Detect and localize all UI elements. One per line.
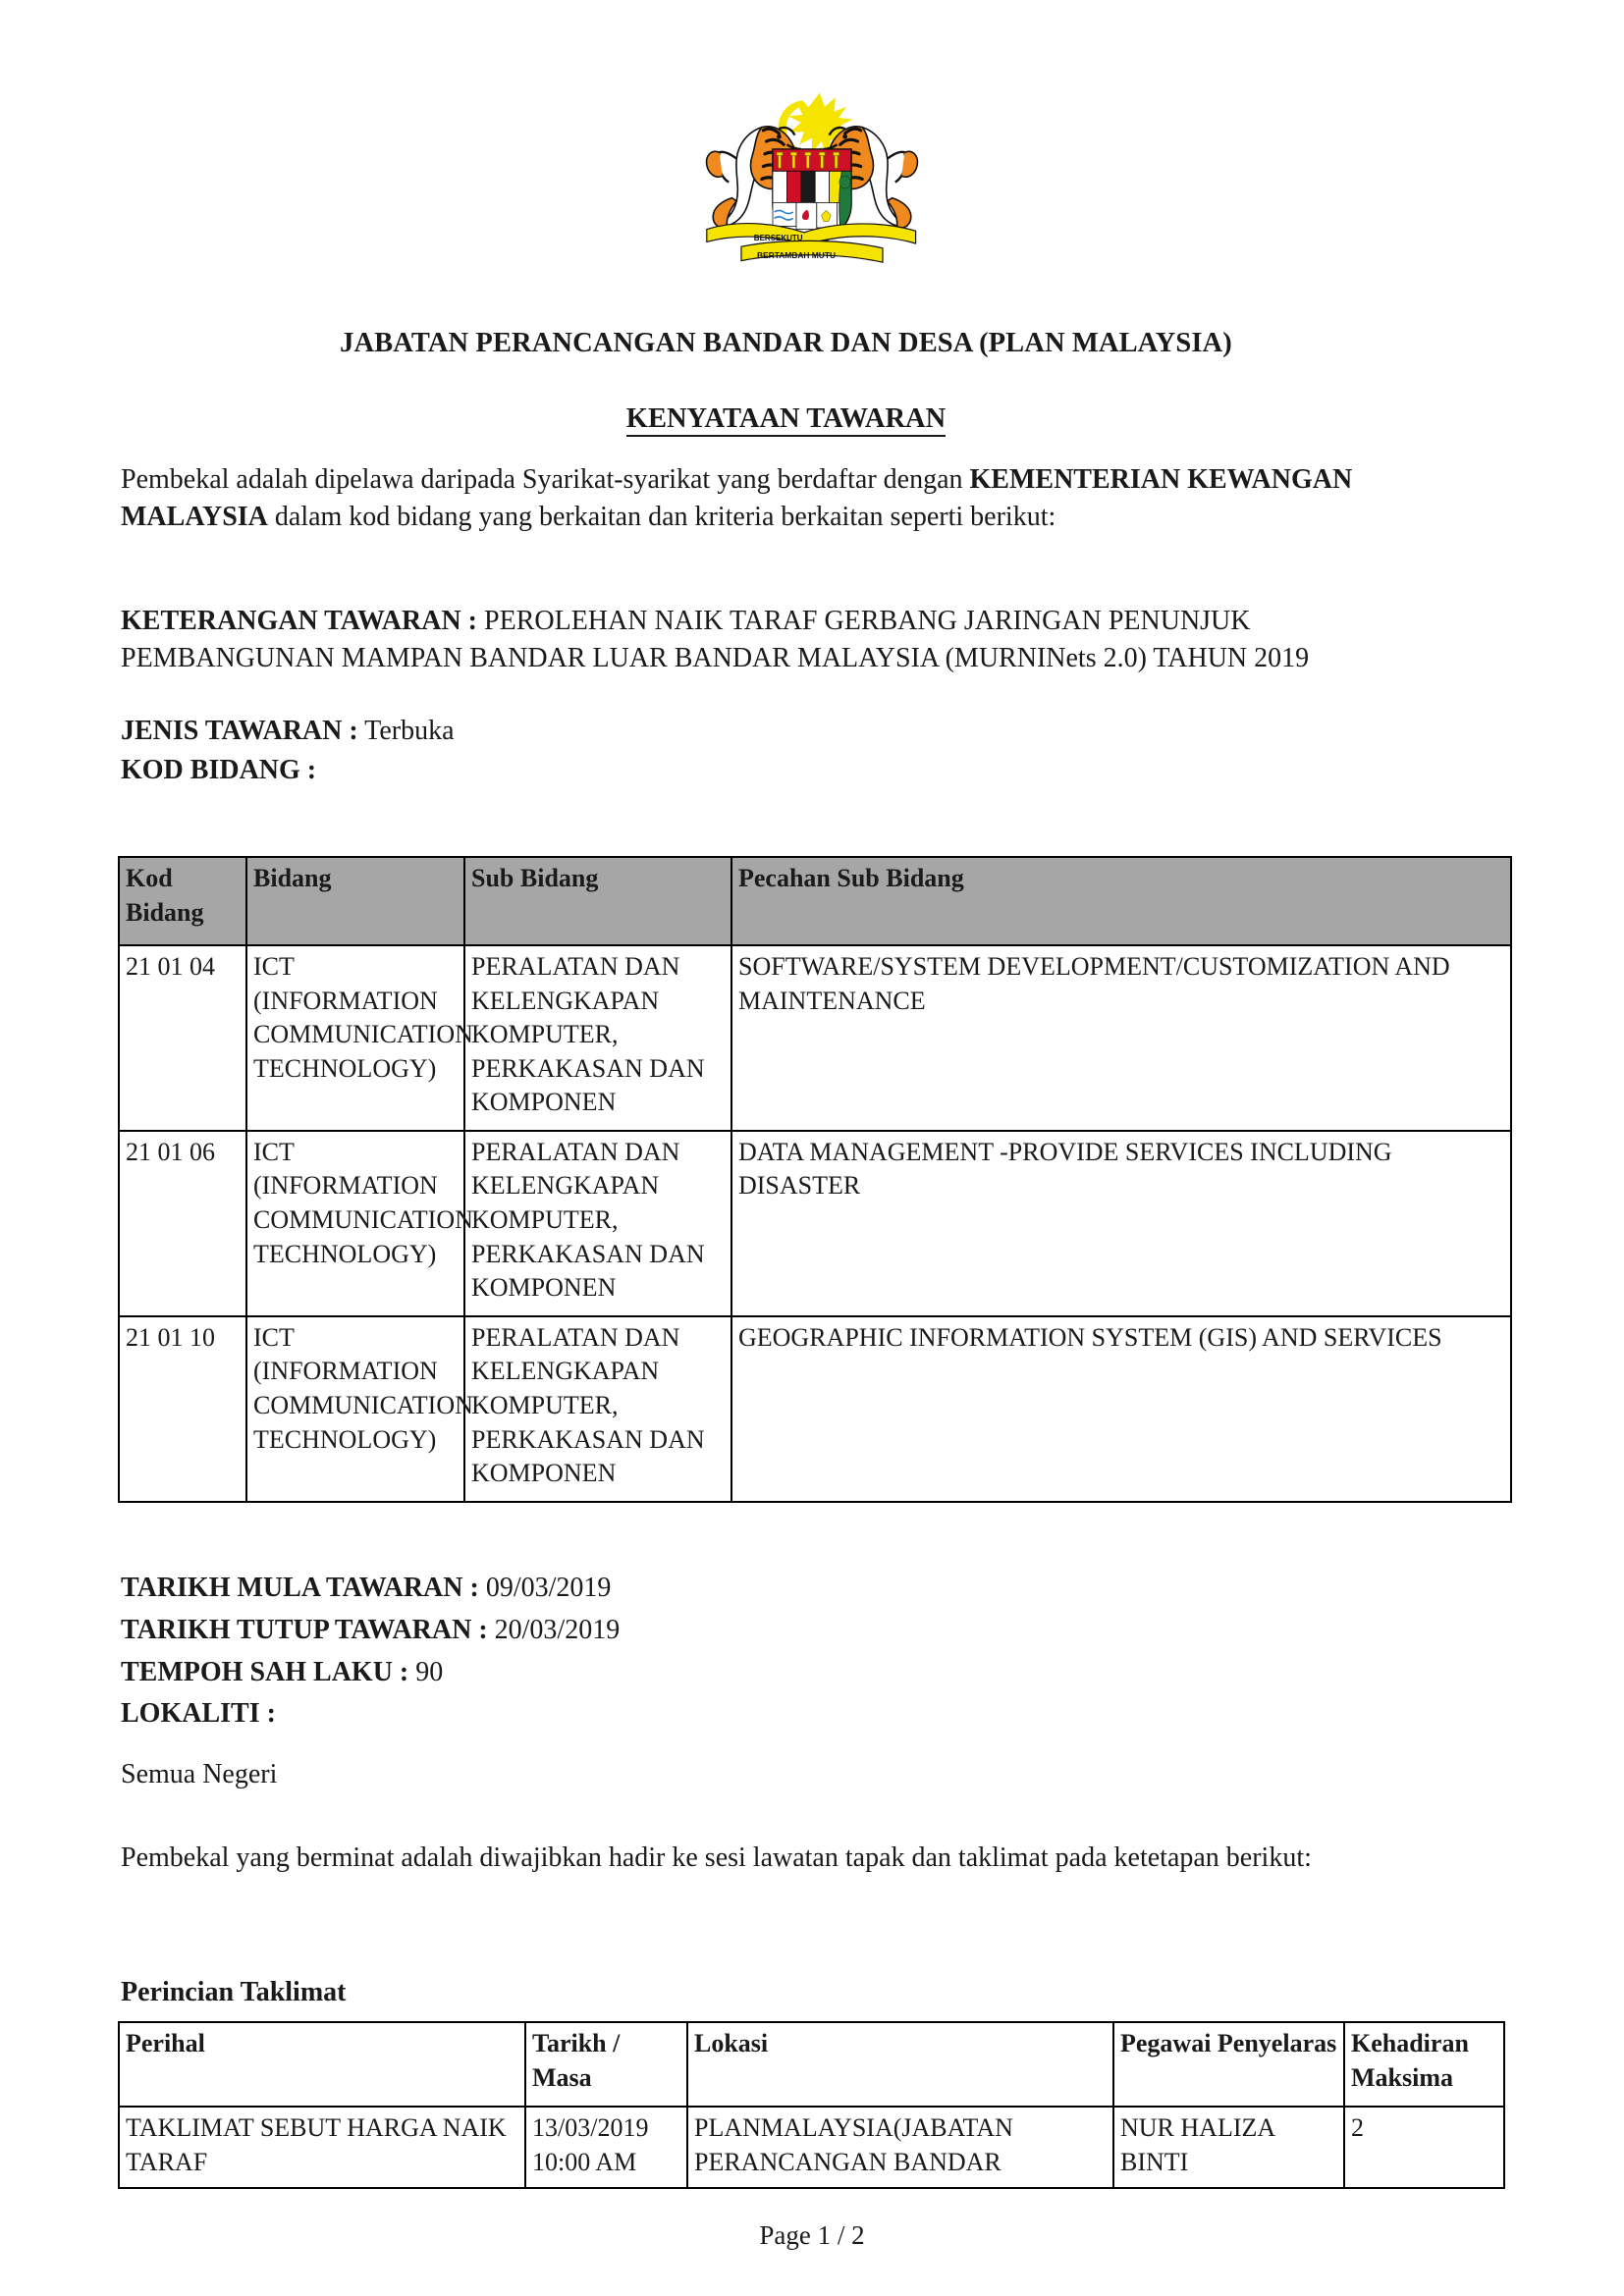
- cell-bidang: ICT (INFORMATION COMMUNICATION TECHNOLOGY): [246, 1131, 464, 1316]
- cell-kod: 21 01 04: [119, 945, 246, 1131]
- intro-paragraph: [121, 461, 1452, 537]
- tarikh-tutup-line: [121, 1610, 620, 1652]
- keterangan-value: PEROLEHAN NAIK TARAF GERBANG JARINGAN PENUNJUK PEMBANGUNAN MAMPAN BANDAR LUAR BANDAR MALAYSIA (MURNINets 2.0) TAHUN 2019: [121, 606, 1310, 674]
- cell-perihal: TAKLIMAT SEBUT HARGA NAIK TARAF: [119, 2107, 525, 2188]
- perincian-taklimat-table: [118, 2021, 1505, 2189]
- table-header-row: [119, 857, 1511, 945]
- keterangan-label: KETERANGAN TAWARAN :: [121, 606, 478, 636]
- cell-lokasi: PLANMALAYSIA(JABATAN PERANCANGAN BANDAR: [687, 2107, 1113, 2188]
- cell-pecahan: DATA MANAGEMENT -PROVIDE SERVICES INCLUDING DISASTER: [731, 1131, 1511, 1316]
- th-sub-bidang: Sub Bidang: [464, 857, 731, 945]
- jenis-tawaran-line: [121, 713, 455, 750]
- cell-pecahan: SOFTWARE/SYSTEM DEVELOPMENT/CUSTOMIZATION AND MAINTENANCE: [731, 945, 1511, 1131]
- lawatan-paragraph: Pembekal yang berminat adalah diwajibkan hadir ke sesi lawatan tapak dan taklimat pada ketetapan berikut:: [121, 1842, 1312, 1873]
- lokaliti-label: LOKALITI :: [121, 1698, 276, 1730]
- tempoh-sah-laku-line: [121, 1652, 620, 1694]
- tempoh-value: 90: [408, 1656, 444, 1687]
- svg-text:BERSEKUTU: BERSEKUTU: [753, 233, 803, 242]
- cell-kod: 21 01 06: [119, 1131, 246, 1316]
- th-tarikh-masa: Tarikh / Masa: [525, 2022, 687, 2107]
- page-title-text: KENYATAAN TAWARAN: [626, 403, 946, 437]
- intro-bold-1: KEMENTERIAN KEWANGAN MALAYSIA: [121, 464, 1353, 533]
- lokaliti-value: Semua Negeri: [121, 1759, 278, 1789]
- keterangan-block: [121, 603, 1456, 678]
- cell-bidang: ICT (INFORMATION COMMUNICATION TECHNOLOGY): [246, 945, 464, 1131]
- svg-text:BERTAMBAH MUTU: BERTAMBAH MUTU: [757, 250, 837, 261]
- page-title: [121, 402, 1451, 436]
- cell-kehadiran: 2: [1344, 2107, 1504, 2188]
- th-pegawai-penyelaras: Pegawai Penyelaras: [1113, 2022, 1344, 2107]
- page-footer: Page 1 / 2: [759, 2220, 865, 2250]
- cell-tarikh-masa: 13/03/2019 10:00 AM: [525, 2107, 687, 2188]
- cell-pecahan: GEOGRAPHIC INFORMATION SYSTEM (GIS) AND SERVICES: [731, 1316, 1511, 1502]
- intro-text-1: Pembekal adalah dipelawa daripada Syarikat-syarikat yang berdaftar dengan: [121, 464, 970, 495]
- jenis-label: JENIS TAWARAN :: [121, 716, 358, 746]
- department-title: JABATAN PERANCANGAN BANDAR DAN DESA (PLAN MALAYSIA): [340, 328, 1232, 358]
- th-lokasi: Lokasi: [687, 2022, 1113, 2107]
- table-row: [119, 945, 1511, 1131]
- th-bidang: Bidang: [246, 857, 464, 945]
- coat-of-arms-container: [0, 86, 1624, 283]
- jenis-value: Terbuka: [357, 716, 455, 746]
- tarikh-block: [121, 1568, 620, 1735]
- perincian-taklimat-title: Perincian Taklimat: [121, 1977, 347, 2007]
- intro-text-2: dalam kod bidang yang berkaitan dan kriteria berkaitan seperti berikut:: [267, 502, 1056, 533]
- table-row: [119, 2107, 1504, 2188]
- cell-pegawai: NUR HALIZA BINTI: [1113, 2107, 1344, 2188]
- tarikh-tutup-value: 20/03/2019: [487, 1614, 621, 1645]
- table-row: [119, 1316, 1511, 1502]
- tarikh-mula-value: 09/03/2019: [478, 1573, 612, 1603]
- th-kod-bidang: Kod Bidang: [119, 857, 246, 945]
- kod-bidang-label: KOD BIDANG :: [121, 755, 317, 785]
- malaysian-coat-of-arms-icon: [686, 86, 938, 283]
- th-pecahan-sub-bidang: Pecahan Sub Bidang: [731, 857, 1511, 945]
- cell-kod: 21 01 10: [119, 1316, 246, 1502]
- th-kehadiran-maksima: Kehadiran Maksima: [1344, 2022, 1504, 2107]
- tempoh-label: TEMPOH SAH LAKU :: [121, 1656, 409, 1687]
- lokaliti-line: [121, 1693, 620, 1735]
- cell-sub-bidang: PERALATAN DAN KELENGKAPAN KOMPUTER, PERKAKASAN DAN KOMPONEN: [464, 1316, 731, 1502]
- table-row: [119, 1131, 1511, 1316]
- th-perihal: Perihal: [119, 2022, 525, 2107]
- cell-sub-bidang: PERALATAN DAN KELENGKAPAN KOMPUTER, PERKAKASAN DAN KOMPONEN: [464, 1131, 731, 1316]
- kod-bidang-table: [118, 856, 1512, 1503]
- tarikh-tutup-label: TARIKH TUTUP TAWARAN :: [121, 1614, 488, 1645]
- tarikh-mula-line: [121, 1568, 620, 1610]
- tarikh-mula-label: TARIKH MULA TAWARAN :: [121, 1573, 479, 1603]
- cell-bidang: ICT (INFORMATION COMMUNICATION TECHNOLOGY): [246, 1316, 464, 1502]
- cell-sub-bidang: PERALATAN DAN KELENGKAPAN KOMPUTER, PERKAKASAN DAN KOMPONEN: [464, 945, 731, 1131]
- table-header-row: [119, 2022, 1504, 2107]
